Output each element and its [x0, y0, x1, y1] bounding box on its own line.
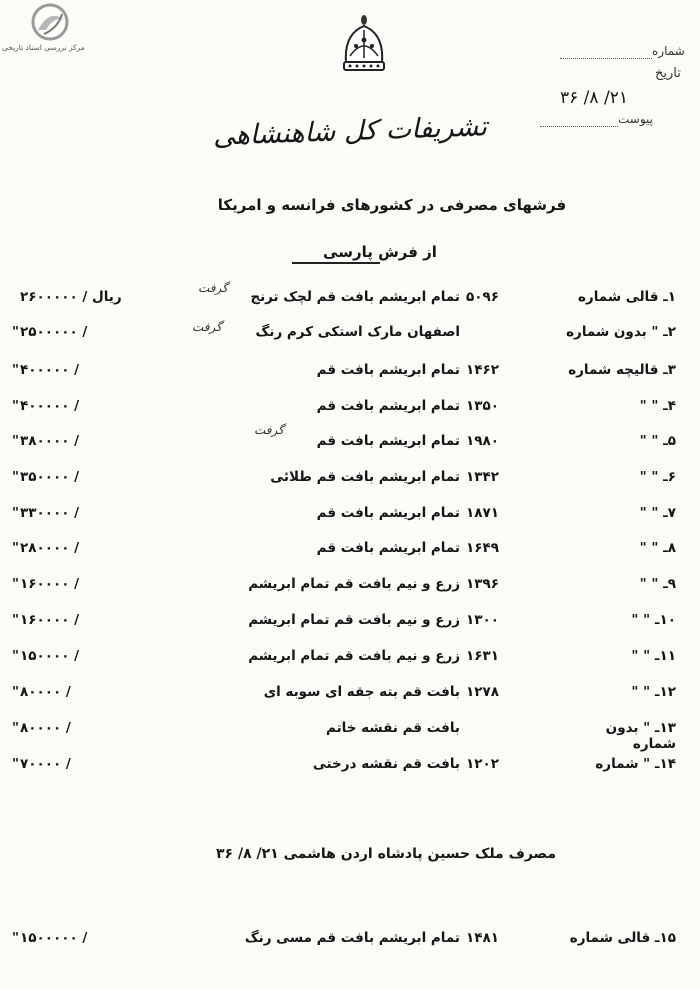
ditto-mark: "	[12, 324, 20, 340]
ditto-mark: "	[12, 720, 20, 736]
ditto-mark: "	[12, 398, 20, 414]
item-description: زرع و نیم بافت قم تمام ابریشم	[248, 576, 460, 592]
office-title: تشریفات کل شاهنشاهی	[212, 111, 488, 152]
table-row	[0, 648, 700, 678]
item-description: تمام ابریشم بافت قم	[316, 540, 460, 556]
item-index: ۱ـ قالی شماره	[577, 289, 676, 305]
item-amount: ۳۸۰۰۰۰ /	[20, 433, 80, 449]
item-description: اصفهان مارک استکی کرم رنگ	[255, 324, 460, 340]
item-amount: ۱۵۰۰۰۰۰ /	[20, 930, 88, 946]
table-row	[0, 756, 700, 786]
date-label: تاریخ	[655, 66, 681, 81]
item-amount: ۸۰۰۰۰ /	[20, 720, 71, 736]
item-description: تمام ابریشم بافت قم مسی رنگ	[244, 930, 460, 946]
item-index: ۵ـ " "	[639, 433, 676, 449]
item-number: ۱۴۶۲	[466, 362, 499, 378]
item-amount: ۷۰۰۰۰ /	[20, 756, 71, 772]
table-row	[0, 320, 700, 354]
item-amount: ۴۰۰۰۰۰ /	[20, 362, 80, 378]
item-amount: ۲۶۰۰۰۰۰ / ریال	[20, 289, 122, 305]
subtitle-underline	[292, 262, 380, 264]
item-amount: ۱۶۰۰۰۰ /	[20, 612, 80, 628]
item-description: بافت قم بته جقه ای سوبه ای	[263, 684, 460, 700]
table-row	[0, 469, 700, 499]
ditto-mark: "	[12, 612, 20, 628]
ditto-mark: "	[12, 505, 20, 521]
ditto-mark: "	[12, 648, 20, 664]
number-label: شماره	[652, 44, 685, 58]
table-row	[0, 398, 700, 428]
item-description: تمام ابریشم بافت قم	[316, 505, 460, 521]
ditto-mark: "	[12, 576, 20, 592]
item-index: ۹ـ " "	[639, 576, 676, 592]
table-row	[0, 930, 700, 960]
table-row	[0, 720, 700, 750]
item-index: ۱۴ـ " شماره	[595, 756, 676, 772]
document-subtitle: از فرش پارسی	[323, 243, 437, 261]
item-amount: ۲۵۰۰۰۰۰ /	[20, 324, 88, 340]
item-index: ۴ـ " "	[639, 398, 676, 414]
table-row	[0, 362, 700, 392]
handwritten-note: گرفت	[192, 320, 222, 334]
item-amount: ۸۰۰۰۰ /	[20, 684, 71, 700]
handwritten-note: گرفت	[198, 281, 228, 295]
table-row	[0, 281, 700, 319]
item-description: زرع و نیم بافت قم تمام ابریشم	[248, 648, 460, 664]
item-number: ۵۰۹۶	[466, 289, 499, 305]
item-number: ۱۳۰۰	[466, 612, 499, 628]
ditto-mark: "	[12, 684, 20, 700]
document-title: فرشهای مصرفی در کشورهای فرانسه و امریکا	[217, 196, 567, 214]
ditto-mark: "	[12, 433, 20, 449]
crown-emblem	[340, 12, 388, 80]
archive-logo-icon	[0, 0, 112, 62]
table-row	[0, 684, 700, 714]
item-number: ۱۳۴۲	[466, 469, 499, 485]
item-index: ۳ـ قالیچه شماره	[568, 362, 676, 378]
section-title: مصرف ملک حسین پادشاه اردن هاشمی ۲۱/ ۸/ ۳۶	[215, 846, 557, 862]
item-number: ۱۳۵۰	[466, 398, 499, 414]
item-description: تمام ابریشم بافت قم طلائی	[270, 469, 460, 485]
item-amount: ۳۳۰۰۰۰ /	[20, 505, 80, 521]
item-index: ۲ـ " بدون شماره	[566, 324, 676, 340]
item-index: ۱۳ـ " بدون شماره	[605, 720, 676, 752]
handwritten-note: گرفت	[254, 423, 284, 437]
archive-logo	[0, 0, 112, 62]
item-number: ۱۲۷۸	[466, 684, 499, 700]
attachment-field-line	[540, 126, 618, 127]
item-number: ۱۳۹۶	[466, 576, 499, 592]
item-amount: ۱۶۰۰۰۰ /	[20, 576, 80, 592]
ditto-mark: "	[12, 469, 20, 485]
item-amount: ۳۵۰۰۰۰ /	[20, 469, 80, 485]
table-row	[0, 576, 700, 606]
item-amount: ۲۸۰۰۰۰ /	[20, 540, 80, 556]
date-value: ۲۱/ ۸/ ۳۶	[560, 88, 628, 108]
table-row	[0, 540, 700, 570]
item-description: تمام ابریشم بافت قم	[316, 398, 460, 414]
item-index: ۷ـ " "	[639, 505, 676, 521]
item-number: ۱۴۸۱	[466, 930, 499, 946]
number-field-line	[560, 58, 652, 59]
item-description: زرع و نیم بافت قم تمام ابریشم	[248, 612, 460, 628]
item-number: ۱۹۸۰	[466, 433, 499, 449]
item-index: ۶ـ " "	[639, 469, 676, 485]
crown-icon	[340, 12, 388, 76]
item-description: تمام ابریشم بافت قم	[316, 362, 460, 378]
item-description: بافت قم نقشه خاتم	[326, 720, 460, 736]
item-index: ۱۵ـ قالی شماره	[569, 930, 676, 946]
archive-name: مرکز بررسی اسناد تاریخی	[2, 43, 85, 52]
item-index: ۱۰ـ " "	[631, 612, 676, 628]
item-number: ۱۸۷۱	[466, 505, 499, 521]
ditto-mark: "	[12, 930, 20, 946]
item-number: ۱۲۰۲	[466, 756, 499, 772]
table-row	[0, 505, 700, 535]
item-index: ۱۲ـ " "	[631, 684, 676, 700]
item-number: ۱۶۳۱	[466, 648, 499, 664]
item-description: بافت قم نقشه درختی	[312, 756, 460, 772]
attachment-label: پیوست	[618, 112, 653, 126]
item-index: ۸ـ " "	[639, 540, 676, 556]
item-amount: ۴۰۰۰۰۰ /	[20, 398, 80, 414]
item-description: تمام ابریشم بافت قم	[316, 433, 460, 449]
table-row	[0, 612, 700, 642]
ditto-mark: "	[12, 362, 20, 378]
ditto-mark: "	[12, 540, 20, 556]
table-row	[0, 423, 700, 463]
ditto-mark: "	[12, 756, 20, 772]
item-amount: ۱۵۰۰۰۰ /	[20, 648, 80, 664]
item-description: تمام ابریشم بافت قم لچک ترنج	[250, 289, 460, 305]
item-number: ۱۶۴۹	[466, 540, 499, 556]
item-index: ۱۱ـ " "	[631, 648, 676, 664]
